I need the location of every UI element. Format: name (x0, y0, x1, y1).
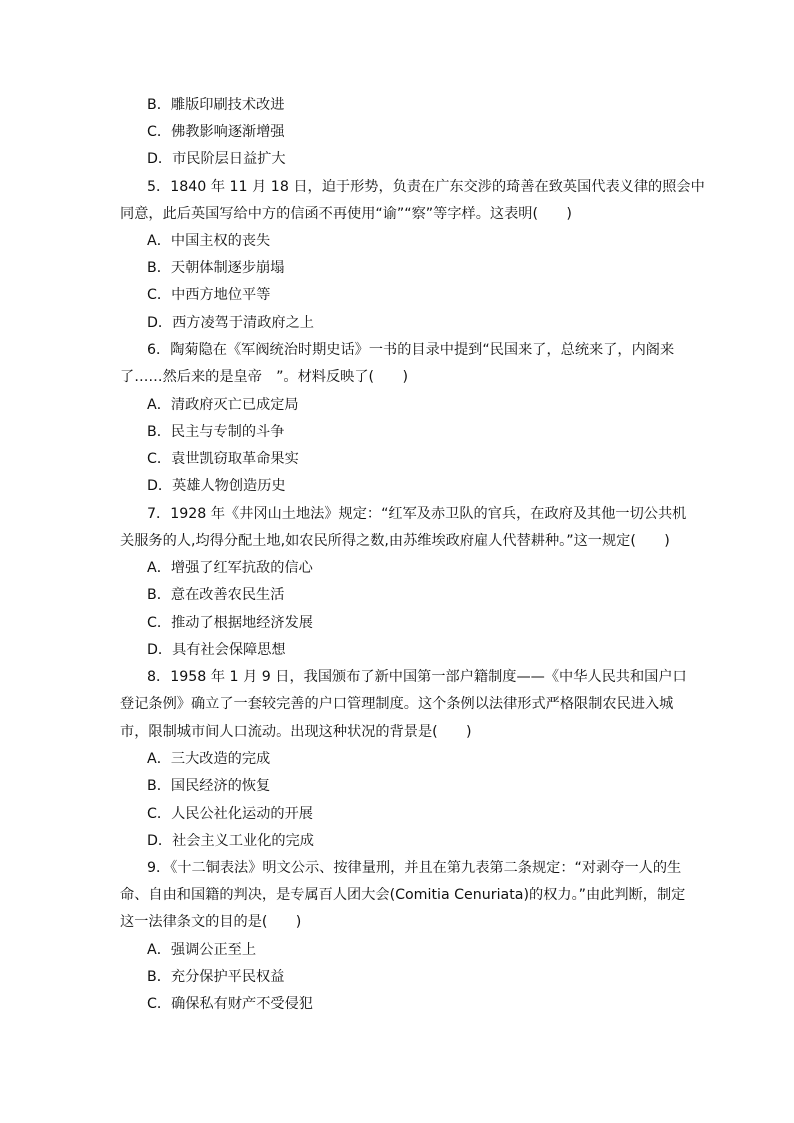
question-7-stem-cont: 关服务的人,均得分配土地,如农民所得之数,由苏维埃政府雇人代替耕种。”这一规定( ) (120, 533, 670, 549)
option-b: B．意在改善农民生活 (147, 587, 285, 603)
question-8-stem: 8．1958 年 1 月 9 日，我国颁布了新中国第一部户籍制度——《中华人民共和国户口 (147, 669, 687, 685)
option-d: D．英雄人物创造历史 (147, 478, 286, 494)
option-b: B．国民经济的恢复 (147, 778, 271, 794)
option-d: D．市民阶层日益扩大 (147, 151, 286, 167)
question-5-stem: 5．1840 年 11 月 18 日，迫于形势，负责在广东交涉的琦善在致英国代表义律的照会中 (147, 179, 705, 195)
option-c: C．袁世凯窃取革命果实 (147, 451, 299, 467)
option-c: C．中西方地位平等 (147, 287, 271, 303)
option-c: C．推动了根据地经济发展 (147, 615, 313, 631)
question-6-stem: 6．陶菊隐在《军阀统治时期史话》一书的目录中提到“民国来了，总统来了，内阁来 (147, 342, 675, 358)
question-9-stem: 9．《十二铜表法》明文公示、按律量刑，并且在第九表第二条规定：“对剥夺一人的生 (147, 860, 682, 876)
option-d: D．社会主义工业化的完成 (147, 833, 314, 849)
option-b: B．充分保护平民权益 (147, 969, 285, 985)
option-c: C．确保私有财产不受侵犯 (147, 996, 313, 1012)
option-b: B．民主与专制的斗争 (147, 424, 285, 440)
option-d: D．具有社会保障思想 (147, 642, 286, 658)
option-a: A．增强了红军抗敌的信心 (147, 560, 313, 576)
option-a: A．中国主权的丧失 (147, 233, 271, 249)
option-c: C．佛教影响逐渐增强 (147, 124, 285, 140)
option-c: C．人民公社化运动的开展 (147, 806, 313, 822)
option-a: A．三大改造的完成 (147, 751, 271, 767)
question-5-stem-cont: 同意，此后英国写给中方的信函不再使用“谕”“察”等字样。这表明( ) (120, 206, 572, 222)
option-b: B．雕版印刷技术改进 (147, 97, 285, 113)
question-8-stem-cont: 登记条例》确立了一套较完善的户口管理制度。这个条例以法律形式严格限制农民进入城 (120, 696, 674, 712)
option-d: D．西方凌驾于清政府之上 (147, 315, 314, 331)
option-b: B．天朝体制逐步崩塌 (147, 260, 285, 276)
question-9-stem-cont: 这一法律条文的目的是( ) (120, 914, 302, 930)
question-8-stem-cont: 市，限制城市间人口流动。出现这种状况的背景是( ) (120, 724, 472, 740)
option-a: A．强调公正至上 (147, 942, 257, 958)
question-6-stem-cont: 了……然后来的是皇帝 ”。材料反映了( ) (120, 369, 408, 385)
question-9-stem-cont: 命、自由和国籍的判决，是专属百人团大会(Comitia Cenuriata)的权力。”由此判断，制定 (120, 887, 686, 903)
option-a: A．清政府灭亡已成定局 (147, 397, 299, 413)
question-7-stem: 7．1928 年《井冈山土地法》规定：“红军及赤卫队的官兵，在政府及其他一切公共机 (147, 506, 687, 522)
